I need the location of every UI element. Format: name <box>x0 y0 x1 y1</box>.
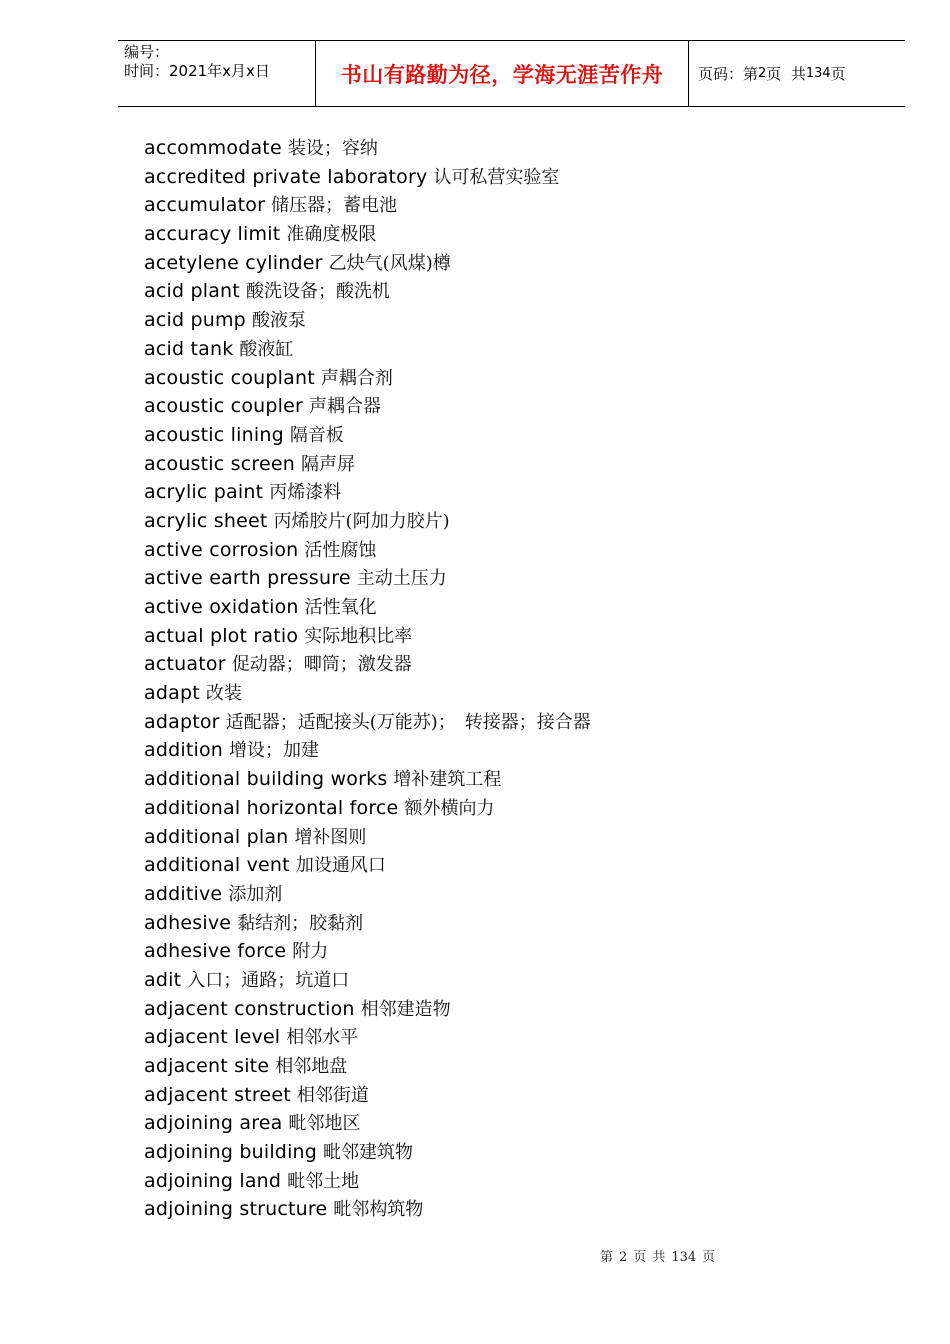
glossary-entry <box>144 650 904 679</box>
term-chinese: 装设；容纳 <box>287 138 378 159</box>
term-english: adjoining building <box>144 1141 318 1164</box>
term-chinese: 额外横向力 <box>404 797 495 819</box>
glossary-entry <box>144 364 904 393</box>
glossary-entry <box>144 1081 904 1110</box>
header-motto-cell <box>316 41 689 106</box>
term-chinese: 丙烯漆料 <box>269 482 342 504</box>
glossary-entry <box>144 163 904 192</box>
term-english: additional horizontal force <box>144 796 399 819</box>
term-english: adhesive force <box>144 940 287 963</box>
term-chinese: 添加剂 <box>228 883 283 905</box>
term-english: acoustic coupler <box>144 395 304 418</box>
term-english: adhesive <box>144 911 232 934</box>
term-chinese: 认可私营实验室 <box>433 166 560 188</box>
footer-mid: 页 <box>633 1250 647 1265</box>
glossary-entry <box>144 1138 904 1167</box>
term-chinese: 入口；通路；坑道口 <box>187 969 350 991</box>
term-chinese: 酸液泵 <box>251 310 306 332</box>
glossary-entry <box>144 335 904 364</box>
page-footer <box>600 1246 800 1265</box>
footer-prefix: 第 <box>600 1250 614 1265</box>
term-english: actuator <box>144 653 226 676</box>
term-english: acrylic paint <box>144 481 264 504</box>
term-chinese: 实际地积比率 <box>304 625 413 647</box>
term-chinese: 声耦合器 <box>309 396 382 418</box>
term-english: adjacent level <box>144 1026 281 1049</box>
term-english: adjacent construction <box>144 997 355 1020</box>
term-chinese: 主动土压力 <box>356 568 447 590</box>
term-chinese: 相邻建造物 <box>360 998 451 1020</box>
glossary-entry <box>144 622 904 651</box>
term-chinese: 毗邻构筑物 <box>333 1199 424 1221</box>
term-english: adjoining structure <box>144 1198 328 1221</box>
term-english: adjoining land <box>144 1169 282 1192</box>
term-chinese: 相邻街道 <box>296 1084 369 1106</box>
term-english: adit <box>144 968 182 991</box>
term-english: acid tank <box>144 337 234 360</box>
term-english: acoustic lining <box>144 423 284 446</box>
term-english: adjacent street <box>144 1083 291 1106</box>
term-english: acrylic sheet <box>144 509 268 532</box>
term-chinese: 丙烯胶片(阿加力胶片) <box>273 510 450 532</box>
glossary-entry <box>144 134 904 163</box>
header-page-info <box>689 41 905 106</box>
glossary-list <box>144 134 904 1224</box>
term-english: accuracy limit <box>144 223 281 246</box>
glossary-entry <box>144 679 904 708</box>
term-chinese: 毗邻土地 <box>287 1170 360 1192</box>
glossary-entry <box>144 421 904 450</box>
term-english: adjoining area <box>144 1112 283 1135</box>
term-chinese: 改装 <box>205 683 242 705</box>
glossary-entry <box>144 1023 904 1052</box>
term-chinese: 增补图则 <box>294 826 367 848</box>
number-label: 编号： <box>124 43 170 61</box>
term-chinese: 相邻地盘 <box>275 1056 348 1077</box>
glossary-entry <box>144 450 904 479</box>
glossary-entry <box>144 966 904 995</box>
term-english: additional building works <box>144 768 388 791</box>
term-english: additive <box>144 882 223 905</box>
term-chinese: 黏结剂；胶黏剂 <box>237 912 364 934</box>
term-chinese: 隔音板 <box>289 424 344 446</box>
term-english: acid pump <box>144 309 246 332</box>
header-meta <box>118 41 316 106</box>
glossary-entry <box>144 392 904 421</box>
term-chinese: 隔声屏 <box>301 453 356 475</box>
term-chinese: 酸液缸 <box>239 338 294 360</box>
glossary-entry <box>144 708 904 737</box>
glossary-entry <box>144 794 904 823</box>
glossary-entry <box>144 249 904 278</box>
page-mid: 页 共 <box>766 65 806 83</box>
term-chinese: 附力 <box>292 941 329 963</box>
term-chinese: 增设；加建 <box>229 740 320 762</box>
term-english: active oxidation <box>144 596 299 618</box>
glossary-entry <box>144 995 904 1024</box>
term-english: accumulator <box>144 194 266 217</box>
glossary-entry <box>144 1167 904 1196</box>
term-english: active corrosion <box>144 538 299 561</box>
footer-total: 134 <box>671 1250 697 1265</box>
page-header <box>118 40 905 107</box>
glossary-entry <box>144 1052 904 1081</box>
term-chinese: 酸洗设备；酸洗机 <box>245 281 390 303</box>
motto: 书山有路勤为径，学海无涯苦作舟 <box>340 61 664 87</box>
term-chinese: 活性氧化 <box>304 597 377 618</box>
term-english: adjacent site <box>144 1055 270 1077</box>
term-chinese: 增补建筑工程 <box>393 769 502 791</box>
term-english: adapt <box>144 682 200 705</box>
footer-suffix: 页 <box>702 1250 716 1265</box>
term-english: acid plant <box>144 280 240 303</box>
footer-page-number: 2 <box>619 1250 628 1265</box>
term-english: addition <box>144 739 224 762</box>
glossary-entry <box>144 1195 904 1224</box>
page-total: 134 <box>805 66 831 81</box>
glossary-entry <box>144 909 904 938</box>
term-english: accredited private laboratory <box>144 165 428 188</box>
term-chinese: 乙炔气(风煤)樽 <box>328 252 451 274</box>
term-chinese: 储压器；蓄电池 <box>271 195 398 217</box>
footer-total-label: 共 <box>652 1250 666 1265</box>
glossary-entry <box>144 507 904 536</box>
term-chinese: 声耦合剂 <box>320 367 393 389</box>
glossary-entry <box>144 191 904 220</box>
glossary-entry <box>144 593 904 622</box>
term-english: additional plan <box>144 825 289 848</box>
glossary-entry <box>144 478 904 507</box>
glossary-entry <box>144 277 904 306</box>
term-chinese: 活性腐蚀 <box>304 539 377 561</box>
glossary-entry <box>144 306 904 335</box>
page-prefix: 页码：第 <box>698 65 759 83</box>
glossary-entry <box>144 851 904 880</box>
glossary-entry <box>144 765 904 794</box>
glossary-entry <box>144 536 904 565</box>
page-suffix: 页 <box>830 65 846 83</box>
term-english: acoustic screen <box>144 452 296 475</box>
page-number: 2 <box>758 66 767 81</box>
glossary-entry <box>144 880 904 909</box>
term-english: adaptor <box>144 710 220 733</box>
time-label: 时间：2021年x月x日 <box>124 62 270 80</box>
term-chinese: 毗邻建筑物 <box>323 1142 414 1164</box>
glossary-entry <box>144 736 904 765</box>
term-english: additional vent <box>144 854 290 877</box>
term-english: acetylene cylinder <box>144 251 323 274</box>
glossary-entry <box>144 823 904 852</box>
term-english: acoustic couplant <box>144 366 315 389</box>
term-english: actual plot ratio <box>144 624 299 647</box>
term-chinese: 适配器；适配接头(万能苏)； 转接器；接合器 <box>225 711 591 733</box>
glossary-entry <box>144 937 904 966</box>
glossary-entry <box>144 220 904 249</box>
glossary-entry <box>144 1109 904 1138</box>
glossary-entry <box>144 564 904 593</box>
term-chinese: 毗邻地区 <box>288 1113 361 1135</box>
term-chinese: 促动器；唧筒；激发器 <box>231 654 412 676</box>
term-english: active earth pressure <box>144 567 351 590</box>
term-english: accommodate <box>144 137 282 159</box>
term-chinese: 相邻水平 <box>286 1027 359 1049</box>
term-chinese: 准确度极限 <box>286 224 377 246</box>
term-chinese: 加设通风口 <box>295 855 386 877</box>
